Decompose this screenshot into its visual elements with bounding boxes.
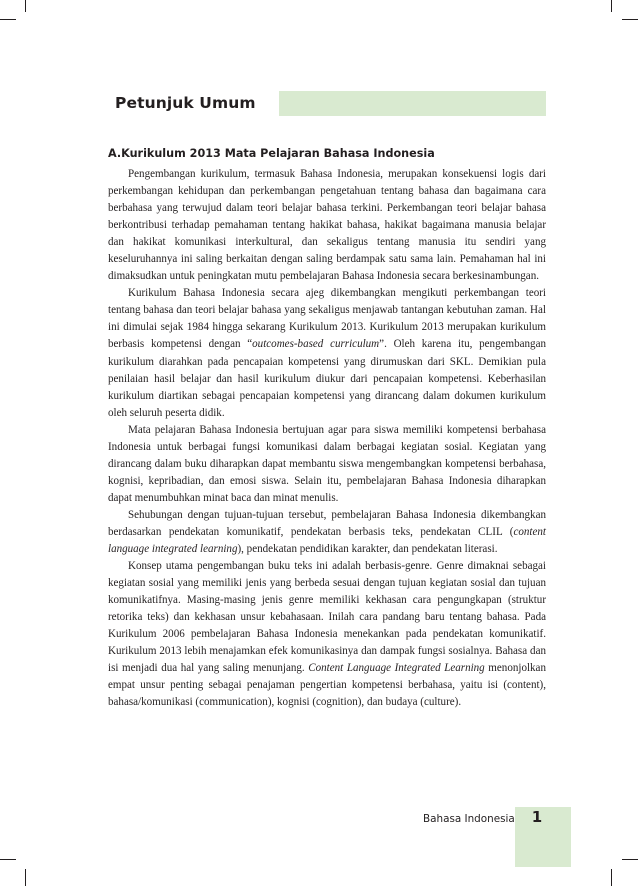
italic-term: Content Language Integrated Learning: [308, 662, 485, 675]
paragraph: [108, 507, 546, 558]
page-title: Petunjuk Umum: [115, 94, 256, 112]
crop-mark: [25, 869, 26, 886]
crop-mark: [622, 859, 638, 860]
crop-mark: [611, 0, 612, 12]
text-run: Kurikulum Bahasa Indonesia secara ajeg dikembangkan mengikuti perkembangan teori tentang bahasa dan teori belajar bahasa yang sekaligus menjawab tantangan kebutuhan zaman. Hal ini dimulai sejak 1984 hingga sekarang Kurikulum 2013. Kurikulum 2013 merupakan kurikulum berbasis kompetensi dengan “: [108, 287, 546, 351]
footer-book-title: Bahasa Indonesia: [423, 813, 515, 825]
main-content: [108, 146, 546, 712]
text-run: Konsep utama pengembangan buku teks ini adalah berbasis-genre. Genre dimaknai sebagai kegiatan sosial yang memiliki jenis yang berbeda sesuai dengan tujuan kegiatan sosial dan tujuan komunikatifnya. Masing-masing jenis genre memiliki kekhasan cara pengungkapan (struktur retorika teks) dan kekhasan unsur kebahasaan. Inilah cara pandang baru tentang bahasa. Pada Kurikulum 2006 pembelajaran Bahasa Indonesia menekankan pada pendekatan komunikatif. Kurikulum 2013 lebih menajamkan efek komunikasinya dan dampak fungsi sosialnya. Bahasa dan isi menjadi dua hal yang saling menunjang.: [108, 560, 546, 675]
text-run: Sehubungan dengan tujuan-tujuan tersebut, pembelajaran Bahasa Indonesia dikembangkan berdasarkan pendekatan komunikatif, pendekatan berbasis teks, pendekatan CLIL (: [108, 508, 546, 538]
italic-term: content language integrated learning: [108, 525, 546, 556]
text-run: Pengembangan kurikulum, termasuk Bahasa Indonesia, merupakan konsekuensi logis dari perkembangan kehidupan dan perkembangan pengetahuan tentang bahasa dan bagaimana cara berbahasa yang terwujud dalam teori belajar bahasa terkini. Perkembangan teori belajar bahasa berkontribusi terhadap pemahaman tentang hakikat bahasa, hakikat bagaimana manusia belajar dan hakikat komunikasi interkultural, dan sekaligus tentang manusia itu sendiri yang keseluruhannya ini saling berkaitan dengan saling berdampak satu sama lain. Pemahaman hal ini dimaksudkan untuk peningkatan mutu pembelajaran Bahasa Indonesia secara berkesinambungan.: [108, 168, 546, 283]
paragraph: [108, 558, 546, 711]
crop-mark: [611, 869, 612, 886]
text-run: ”. Oleh karena itu, pengembangan kurikulum diarahkan pada pencapaian kompetensi yang dirumuskan dari SKL. Demikian pula penilaian hasil belajar dan hasil kurikulum diukur dari pencapaian kompetensi. Keberhasilan kurikulum diartikan sebagai pencapaian kompetensi yang dirancang dalam dokumen kurikulum oleh seluruh peserta didik.: [108, 338, 546, 419]
paragraph: [108, 422, 546, 507]
paragraph: [108, 285, 546, 421]
body-text: [108, 166, 546, 712]
text-run: ), pendekatan pendidikan karakter, dan pendekatan literasi.: [237, 543, 498, 556]
crop-mark: [0, 859, 16, 860]
crop-mark: [0, 19, 16, 20]
header-band: [279, 91, 546, 116]
paragraph: [108, 166, 546, 285]
text-run: menonjolkan empat unsur penting sebagai penajaman pengertian kompetensi berbahasa, yaitu isi (content), bahasa/komunikasi (communication), kognisi (cognition), dan budaya (culture).: [108, 662, 546, 709]
page-number: 1: [531, 808, 543, 826]
italic-term: outcomes-based curriculum: [252, 338, 380, 351]
crop-mark: [25, 0, 26, 12]
section-heading: A.Kurikulum 2013 Mata Pelajaran Bahasa Indonesia: [108, 147, 435, 160]
text-run: Mata pelajaran Bahasa Indonesia bertujuan agar para siswa memiliki kompetensi berbahasa Indonesia untuk berbagai fungsi komunikasi dalam berbagai kegiatan sosial. Kegiatan yang dirancang dalam buku diharapkan dapat membantu siswa mengembangkan kompetensi berbahasa, kognisi, kepribadian, dan emosi siswa. Selain itu, pembelajaran Bahasa Indonesia diharapkan dapat menumbuhkan minat baca dan minat menulis.: [108, 423, 546, 504]
crop-mark: [622, 19, 638, 20]
